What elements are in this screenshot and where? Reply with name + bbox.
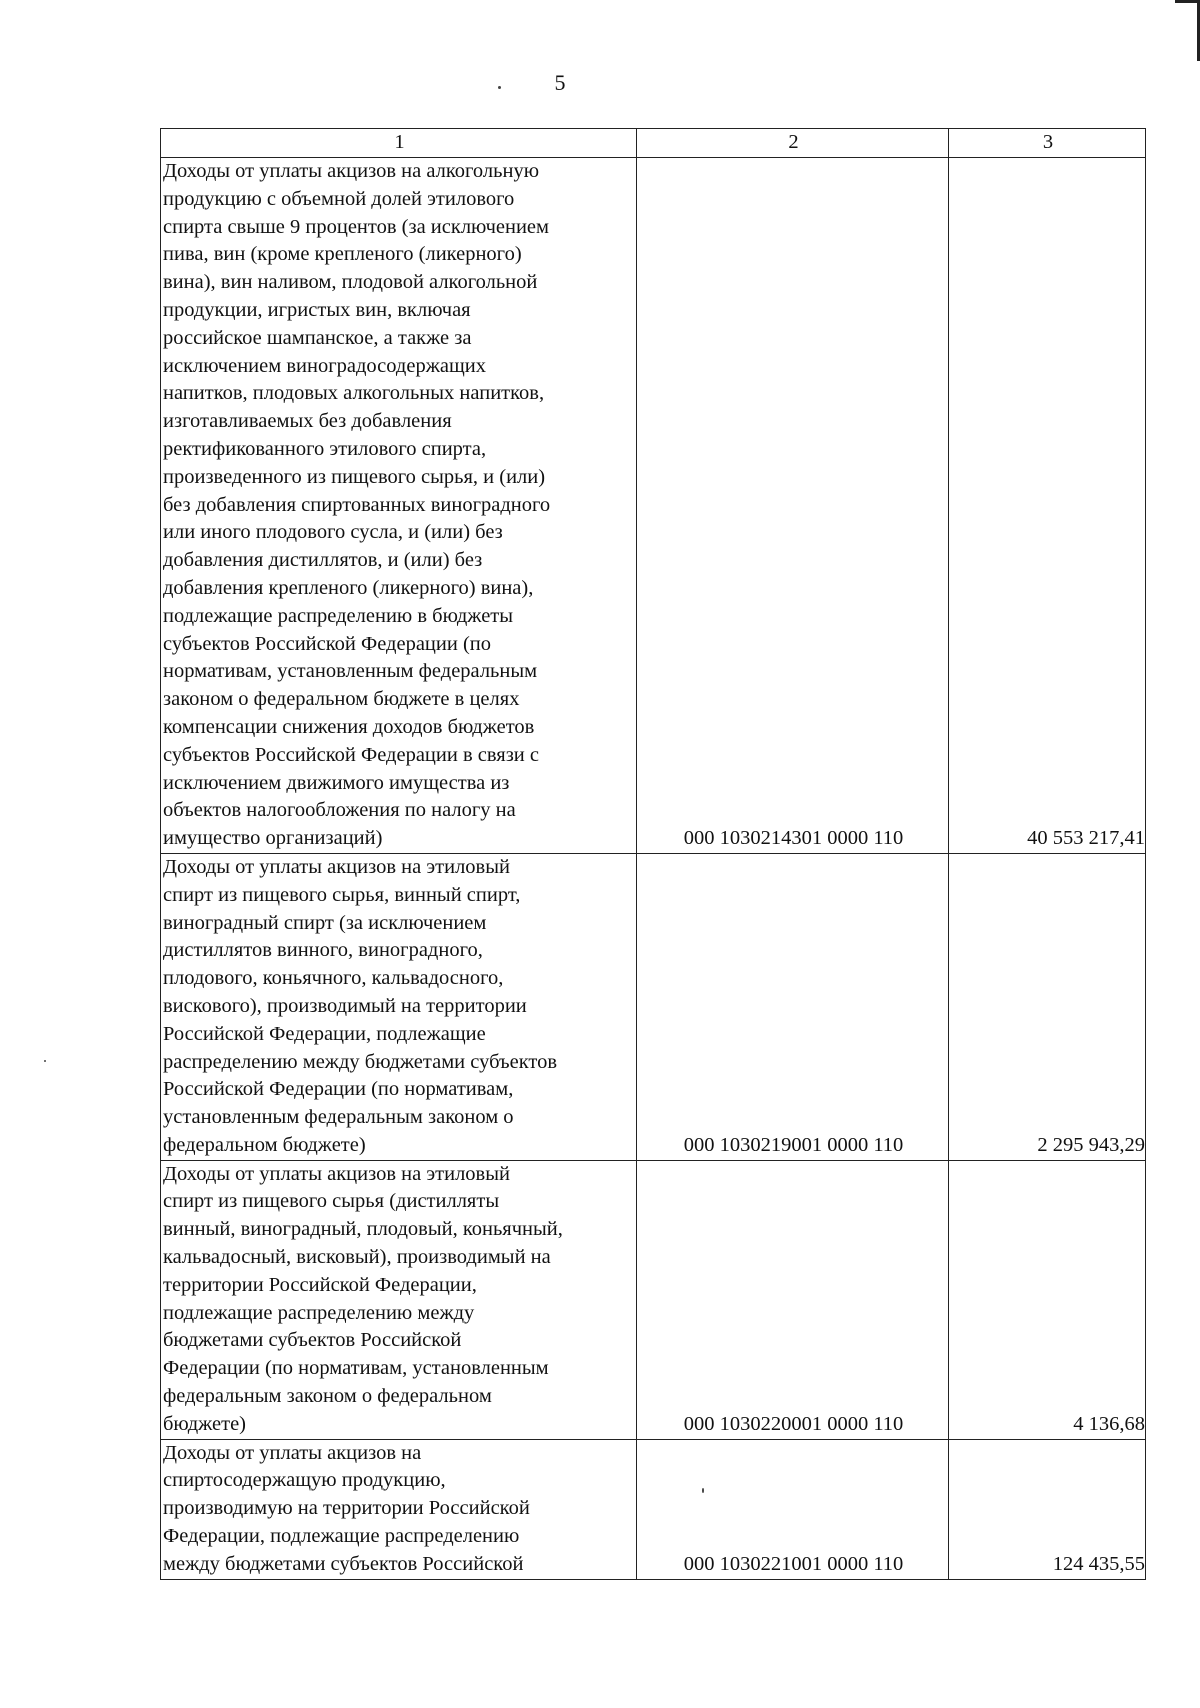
budget-code-cell: 000 1030219001 0000 110 <box>637 853 949 1160</box>
amount-cell: 4 136,68 <box>949 1160 1146 1439</box>
table-row <box>161 158 1146 854</box>
amount-cell: 124 435,55 <box>949 1439 1146 1579</box>
revenue-description: Доходы от уплаты акцизов на этиловый спирт из пищевого сырья (дистилляты винный, виноградный, плодовый, коньячный, кальвадосный, висковый), производимый на территории Российской Федерации, подлежащие распределению между бюджетами субъектов Российской Федерации (по нормативам, установленным федеральным законом о федеральном бюджете) <box>163 1162 563 1435</box>
revenue-description: Доходы от уплаты акцизов на этиловый спирт из пищевого сырья, винный спирт, виноградный спирт (за исключением дистиллятов винного, виноградного, плодового, коньячного, кальвадосного, вискового), производимый на территории Российской Федерации, подлежащие распределению между бюджетами субъектов Российской Федерации (по нормативам, установленным федеральным законом о федеральном бюджете) <box>163 855 558 1156</box>
revenue-table <box>160 128 1146 1580</box>
table-header-row <box>161 129 1146 158</box>
revenue-description-cell <box>161 1160 637 1439</box>
revenue-description: Доходы от уплаты акцизов на спиртосодержащую продукцию, производимую на территории Российской Федерации, подлежащие распределению между бюджетами субъектов Российской <box>163 1441 530 1575</box>
column-header: 2 <box>637 129 949 158</box>
scan-corner-mark <box>1175 0 1200 61</box>
column-header: 3 <box>949 129 1146 158</box>
budget-code-cell: 000 1030221001 0000 110 <box>637 1439 949 1579</box>
table-row <box>161 853 1146 1160</box>
revenue-description-cell <box>161 158 637 854</box>
amount-cell: 40 553 217,41 <box>949 158 1146 854</box>
revenue-description-cell <box>161 1439 637 1579</box>
table-row <box>161 1439 1146 1579</box>
revenue-description-cell <box>161 853 637 1160</box>
page-number: 5 <box>554 70 566 95</box>
scan-speck <box>44 1060 46 1062</box>
column-header: 1 <box>161 129 637 158</box>
table-row <box>161 1160 1146 1439</box>
amount-cell: 2 295 943,29 <box>949 853 1146 1160</box>
revenue-description: Доходы от уплаты акцизов на алкогольную продукцию с объемной долей этилового спирта свыше 9 процентов (за исключением пива, вин (кроме крепленого (ликерного) вина), вин наливом, плодовой алкогольной продукции, игристых вин, включая российское шампанское, а также за исключением виноградосодержащих напитков, плодовых алкогольных напитков, изготавливаемых без добавления ректификованного этилового спирта, произведенного из пищевого сырья, и (или) без добавления спиртованных виноградного или иного плодового сусла, и (или) без добавления дистиллятов, и (или) без добавления крепленого (ликерного) вина), подлежащие распределению в бюджеты субъектов Российской Федерации (по нормативам, установленным федеральным законом о федеральном бюджете в целях компенсации снижения доходов бюджетов субъектов Российской Федерации в связи с исключением движимого имущества из объектов налогообложения по налогу на имущество организаций) <box>163 160 551 850</box>
budget-code-cell: 000 1030214301 0000 110 <box>637 158 949 854</box>
budget-code-cell: 000 1030220001 0000 110 <box>637 1160 949 1439</box>
